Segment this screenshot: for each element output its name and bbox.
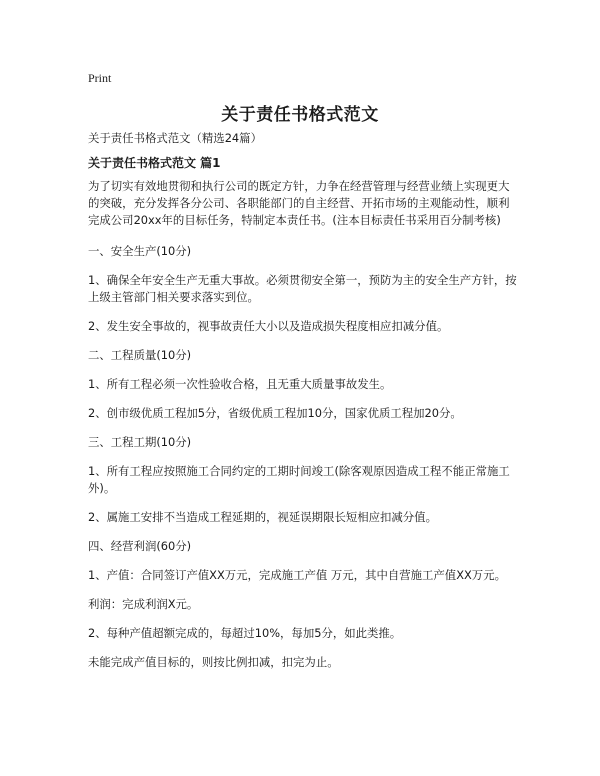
document-body [88,130,518,683]
section-title: 关于责任书格式范文 篇1 [88,156,221,170]
heading-quality: 二、工程质量(10分) [88,348,192,362]
paragraph-profit-1: 1、产值：合同签订产值XX万元，完成施工产值 万元，其中自营施工产值XX万元。 [88,568,506,582]
paragraph-profit-3: 未能完成产值目标的，则按比例扣减，扣完为止。 [88,655,339,669]
paragraph-profit-2: 2、每种产值超额完成的，每超过10%，每加5分，如此类推。 [88,626,402,640]
paragraph-quality-2: 2、创市级优质工程加5分，省级优质工程加10分，国家优质工程加20分。 [88,406,462,420]
paragraph-schedule-1: 1、所有工程应按照施工合同约定的工期时间竣工(除客观原因造成工程不能正常施工外)。 [88,464,510,495]
page-title: 关于责任书格式范文 [221,105,379,125]
paragraph-quality-1: 1、所有工程必须一次性验收合格，且无重大质量事故发生。 [88,377,392,391]
heading-profit: 四、经营利润(60分) [88,539,192,553]
intro-paragraph: 为了切实有效地贯彻和执行公司的既定方针，力争在经营管理与经营业绩上实现更大的突破，充分发挥各分公司、各职能部门的自主经营、开拓市场的主观能动性，顺利完成公司20xx年的目标任务，特制定本责任书。(注本目标责任书采用百分制考核) [88,179,510,227]
paragraph-safety-2: 2、发生安全事故的，视事故责任大小以及造成损失程度相应扣减分值。 [88,319,449,333]
heading-schedule: 三、工程工期(10分) [88,435,192,449]
print-link[interactable]: Print [88,71,112,85]
paragraph-schedule-2: 2、属施工安排不当造成工程延期的，视延误期限长短相应扣减分值。 [88,510,437,524]
paragraph-safety-1: 1、确保全年安全生产无重大事故。必须贯彻安全第一，预防为主的安全生产方针，按上级主管部门相关要求落实到位。 [88,273,517,304]
heading-safety: 一、安全生产(10分) [88,244,192,258]
document-subtitle: 关于责任书格式范文（精选24篇） [88,131,262,145]
paragraph-profit-total: 利润：完成利润X元。 [88,597,199,611]
